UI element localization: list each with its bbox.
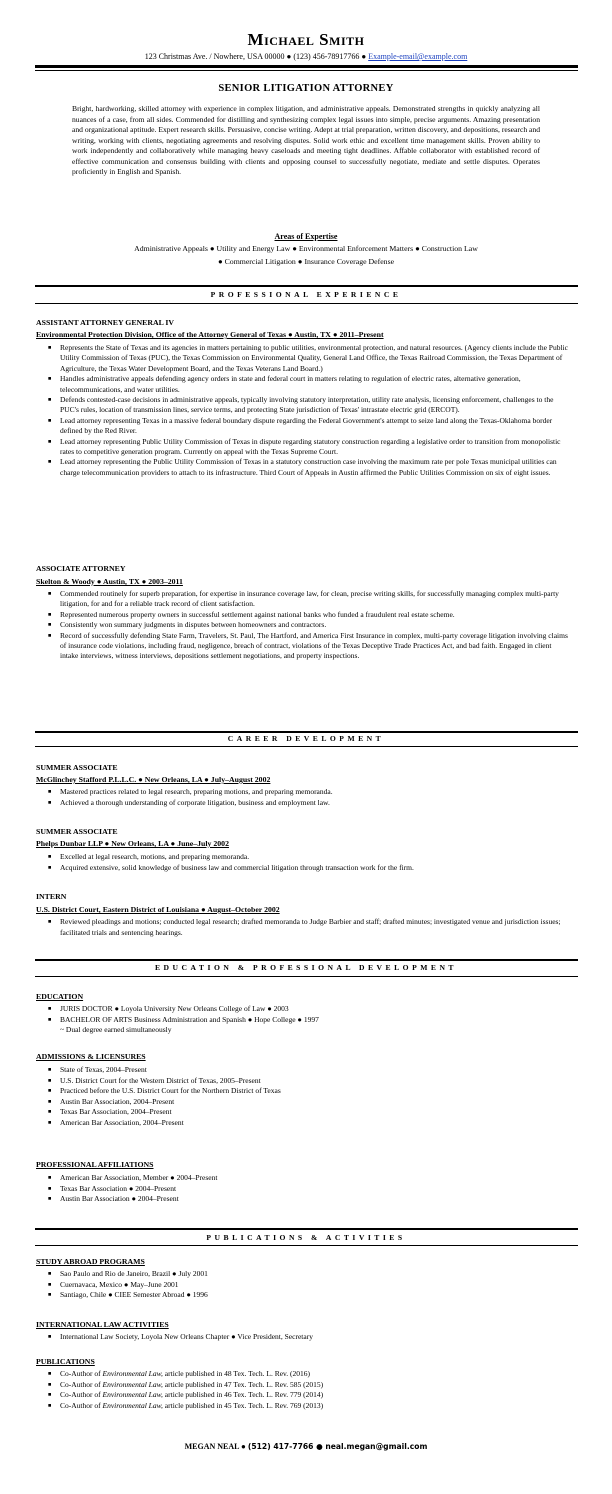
list-item: ■ Texas Bar Association ● 2004–Present	[46, 1184, 571, 1195]
list-item: ■ Lead attorney representing Texas in a massive federal boundary dispute regarding the Federal Government's attempt to seize land along the Texas-Oklahoma border defined by the Red River.	[46, 416, 571, 437]
professional-title: SENIOR LITIGATION ATTORNEY	[218, 83, 394, 94]
list-item: ■ Texas Bar Association, 2004–Present	[46, 1107, 571, 1118]
admissions-list	[46, 1065, 571, 1129]
job-bullets	[46, 787, 571, 808]
list-item: ■ Cuernavaca, Mexico ● May–June 2001	[46, 1280, 571, 1291]
list-item: ■ American Bar Association, 2004–Present	[46, 1118, 571, 1129]
list-item: ■ Acquired extensive, solid knowledge of business law and commercial litigation through transaction work for the firm.	[46, 863, 571, 874]
list-item: ■ U.S. District Court for the Western District of Texas, 2005–Present	[46, 1076, 571, 1087]
section-rule-bottom	[35, 976, 578, 977]
list-item: ■ Consistently won summary judgments in disputes between homeowners and contractors.	[46, 620, 571, 630]
intl-law-heading: INTERNATIONAL LAW ACTIVITIES	[36, 1320, 169, 1329]
list-item: ■ Lead attorney representing the Public Utility Commission of Texas in a statutory construction case involving the maximum rate per pole Texas municipal utilities can charge telecommunication providers to attach to its infrastructure. Third Court of Appeals in Austin affirmed the Public Utilities Commission on six of eight issues.	[46, 457, 571, 478]
section-rule-top	[35, 959, 578, 961]
job-organization: McGlinchey Stafford P.L.L.C. ● New Orleans, LA ● July–August 2002	[36, 775, 271, 784]
section-rule-bottom	[35, 1245, 578, 1246]
header-rule-thick	[35, 65, 578, 68]
job-organization: Skelton & Woody ● Austin, TX ● 2003–2011	[36, 577, 183, 586]
list-item: ■ Santiago, Chile ● CIEE Semester Abroad ● 1996	[46, 1290, 571, 1301]
list-item: ■ Austin Bar Association ● 2004–Present	[46, 1194, 571, 1205]
list-item: ■ Handles administrative appeals defending agency orders in state and federal court in matters relating to regulation of electric rates, alternative generation, telecommunications, and water utilities.	[46, 374, 571, 395]
list-item: ■ Co-Author of Environmental Law, article published in 45 Tex. Tech. L. Rev. 769 (2013)	[46, 1401, 571, 1412]
summary-paragraph: Bright, hardworking, skilled attorney with experience in complex litigation, and administrative appeals. Demonstrated strengths in quickly analyzing all nuances of a case, from all sides. Commended for distilling and synthesizing complex legal issues into simple, precise arguments. Amazing presentation and organizational aptitude. Expert research skills. Persuasive, concise writing. Adept at trial preparation, written discovery, and depositions, research and writing, working with clients, negotiating agreements and resolving disputes. Solid work ethic and excellent time management skills. Proven ability to work independently and collaboratively while managing heavy caseloads and meeting tight deadlines. Affable collaborator with established record of effective communication and consensus building with clients and opposing counsel to successfully negotiate, mediate and settle disputes. Operates proficiently in English and Spanish.	[72, 104, 540, 176]
list-item: ■ Co-Author of Environmental Law, article published in 48 Tex. Tech. L. Rev. (2016)	[46, 1369, 571, 1380]
list-item: ■ Practiced before the U.S. District Court for the Northern District of Texas	[46, 1086, 571, 1097]
education-list	[46, 1004, 571, 1036]
publications-heading: PUBLICATIONS	[36, 1357, 95, 1366]
list-item: ■ Sao Paulo and Rio de Janeiro, Brazil ● July 2001	[46, 1269, 571, 1280]
section-experience: PROFESSIONAL EXPERIENCE	[210, 290, 402, 299]
job-organization: Phelps Dunbar LLP ● New Orleans, LA ● June–July 2002	[36, 839, 229, 848]
list-item: ■ Co-Author of Environmental Law, article published in 47 Tex. Tech. L. Rev. 585 (2015)	[46, 1380, 571, 1391]
admissions-heading: ADMISSIONS & LICENSURES	[36, 1052, 146, 1061]
list-item: ■ Mastered practices related to legal research, preparing motions, and preparing memoranda.	[46, 787, 571, 798]
footer-phone-email: (512) 417-7766 ● neal.megan@gmail.com	[247, 1442, 428, 1451]
list-item: ■ Represented numerous property owners in successful settlement against national banks who funded a fraudulent real estate scheme.	[46, 610, 571, 620]
list-item: ■ Commended routinely for superb preparation, for expertise in insurance coverage law, for clean, precise writing skills, for successfully managing complex multi-party litigation, for and for a reliable track record of client satisfaction.	[46, 589, 571, 610]
section-rule-bottom	[35, 746, 578, 747]
job-organization: Environmental Protection Division, Office of the Attorney General of Texas ● Austin, TX ● 2011–Present	[36, 330, 384, 339]
job-title: SUMMER ASSOCIATE	[36, 763, 118, 772]
job-bullets	[46, 343, 571, 478]
section-rule-top	[35, 1228, 578, 1230]
address-phone: 123 Christmas Ave. / Nowhere, USA 00000 ● (123) 456-78917766 ●	[144, 52, 367, 61]
list-item: ■ State of Texas, 2004–Present	[46, 1065, 571, 1076]
job-title: SUMMER ASSOCIATE	[36, 827, 118, 836]
section-career: CAREER DEVELOPMENT	[227, 734, 385, 743]
list-item: ■ BACHELOR OF ARTS Business Administration and Spanish ● Hope College ● 1997	[46, 1015, 571, 1026]
section-education: EDUCATION & PROFESSIONAL DEVELOPMENT	[154, 963, 457, 972]
list-item: ■ Austin Bar Association, 2004–Present	[46, 1097, 571, 1108]
list-item: ■ Achieved a thorough understanding of corporate litigation, business and employment law.	[46, 798, 571, 809]
list-item: ■ Defends contested-case decisions in administrative appeals, typically involving statutory interpretation, utility rate analysis, licensing enforcement, challenges to the PUC's rules, location of transmission lines, service terms, and protecting State jurisdiction of Texas' intrastate electric grid (ERCOT).	[46, 395, 571, 416]
job-bullets	[46, 917, 571, 938]
education-heading: EDUCATION	[36, 992, 84, 1001]
list-item: ■ American Bar Association, Member ● 2004–Present	[46, 1173, 571, 1184]
expertise-line-2: ● Commercial Litigation ● Insurance Coverage Defense	[217, 257, 395, 266]
section-rule-bottom	[35, 303, 578, 304]
job-title: ASSISTANT ATTORNEY GENERAL IV	[36, 318, 175, 327]
job-title: INTERN	[36, 892, 67, 901]
section-rule-top	[35, 285, 578, 287]
expertise-heading: Areas of Expertise	[274, 232, 338, 241]
footer-name: MEGAN NEAL ●	[184, 1442, 246, 1451]
job-title: ASSOCIATE ATTORNEY	[36, 564, 126, 573]
list-item: ■ Record of successfully defending State Farm, Travelers, St. Paul, The Hartford, and America First Insurance in complex, multi-party coverage litigation involving claims of insurance code violations, including fraud, negligence, breach of contract, violations of the Texas Deceptive Trade Practices Act, and bad faith. Engaged in client intake interviews, witness interviews, depositions settlement negotiations, and property inspections.	[46, 631, 571, 662]
list-item: ■ Co-Author of Environmental Law, article published in 46 Tex. Tech. L. Rev. 779 (2014)	[46, 1390, 571, 1401]
list-item: ■ Reviewed pleadings and motions; conducted legal research; drafted memoranda to Judge Barbier and staff; drafted minutes; investigated venue and jurisdiction issues; facilitated trials and sentencing hearings.	[46, 917, 571, 938]
list-item: ■ Excelled at legal research, motions, and preparing memoranda.	[46, 852, 571, 863]
study-abroad-heading: STUDY ABROAD PROGRAMS	[36, 1257, 145, 1266]
job-bullets	[46, 852, 571, 873]
email-link[interactable]: Example-email@example.com	[368, 52, 468, 61]
affiliations-list	[46, 1173, 571, 1205]
section-rule-top	[35, 731, 578, 733]
job-bullets	[46, 589, 571, 662]
job-organization: U.S. District Court, Eastern District of Louisiana ● August–October 2002	[36, 905, 280, 914]
contact-line	[0, 52, 612, 61]
list-item: ■ JURIS DOCTOR ● Loyola University New Orleans College of Law ● 2003	[46, 1004, 571, 1015]
list-item: ■ International Law Society, Loyola New Orleans Chapter ● Vice President, Secretary	[46, 1332, 571, 1343]
expertise-line-1: Administrative Appeals ● Utility and Energy Law ● Environmental Enforcement Matters ● Construction Law	[134, 244, 478, 253]
degree-note: ~ Dual degree earned simultaneously	[60, 1025, 172, 1035]
candidate-name: Michael Smith	[247, 30, 365, 49]
study-abroad-list	[46, 1269, 571, 1301]
list-item: ■ Represents the State of Texas and its agencies in matters pertaining to public utilities, environmental protection, and natural resources. (Agency clients include the Public Utility Commission of Texas (PUC), the Texas Commission on Environmental Quality, General Land Office, the Texas Railroad Commission, the Texas Department of Agriculture, the Texas Water Development Board, and the Texas Veterans Land Board.)	[46, 343, 571, 374]
list-item: ■ Lead attorney representing Public Utility Commission of Texas in dispute regarding statutory construction regarding a legislative order to transition from monopolistic rates to competitive generation program. Currently on appeal with the Texas Supreme Court.	[46, 437, 571, 458]
intl-law-list	[46, 1332, 571, 1343]
publications-list	[46, 1369, 571, 1411]
affiliations-heading: PROFESSIONAL AFFILIATIONS	[36, 1160, 154, 1169]
header-rule-thin	[35, 70, 578, 71]
footer-contact	[0, 1442, 612, 1451]
section-publications: PUBLICATIONS & ACTIVITIES	[206, 1233, 406, 1242]
